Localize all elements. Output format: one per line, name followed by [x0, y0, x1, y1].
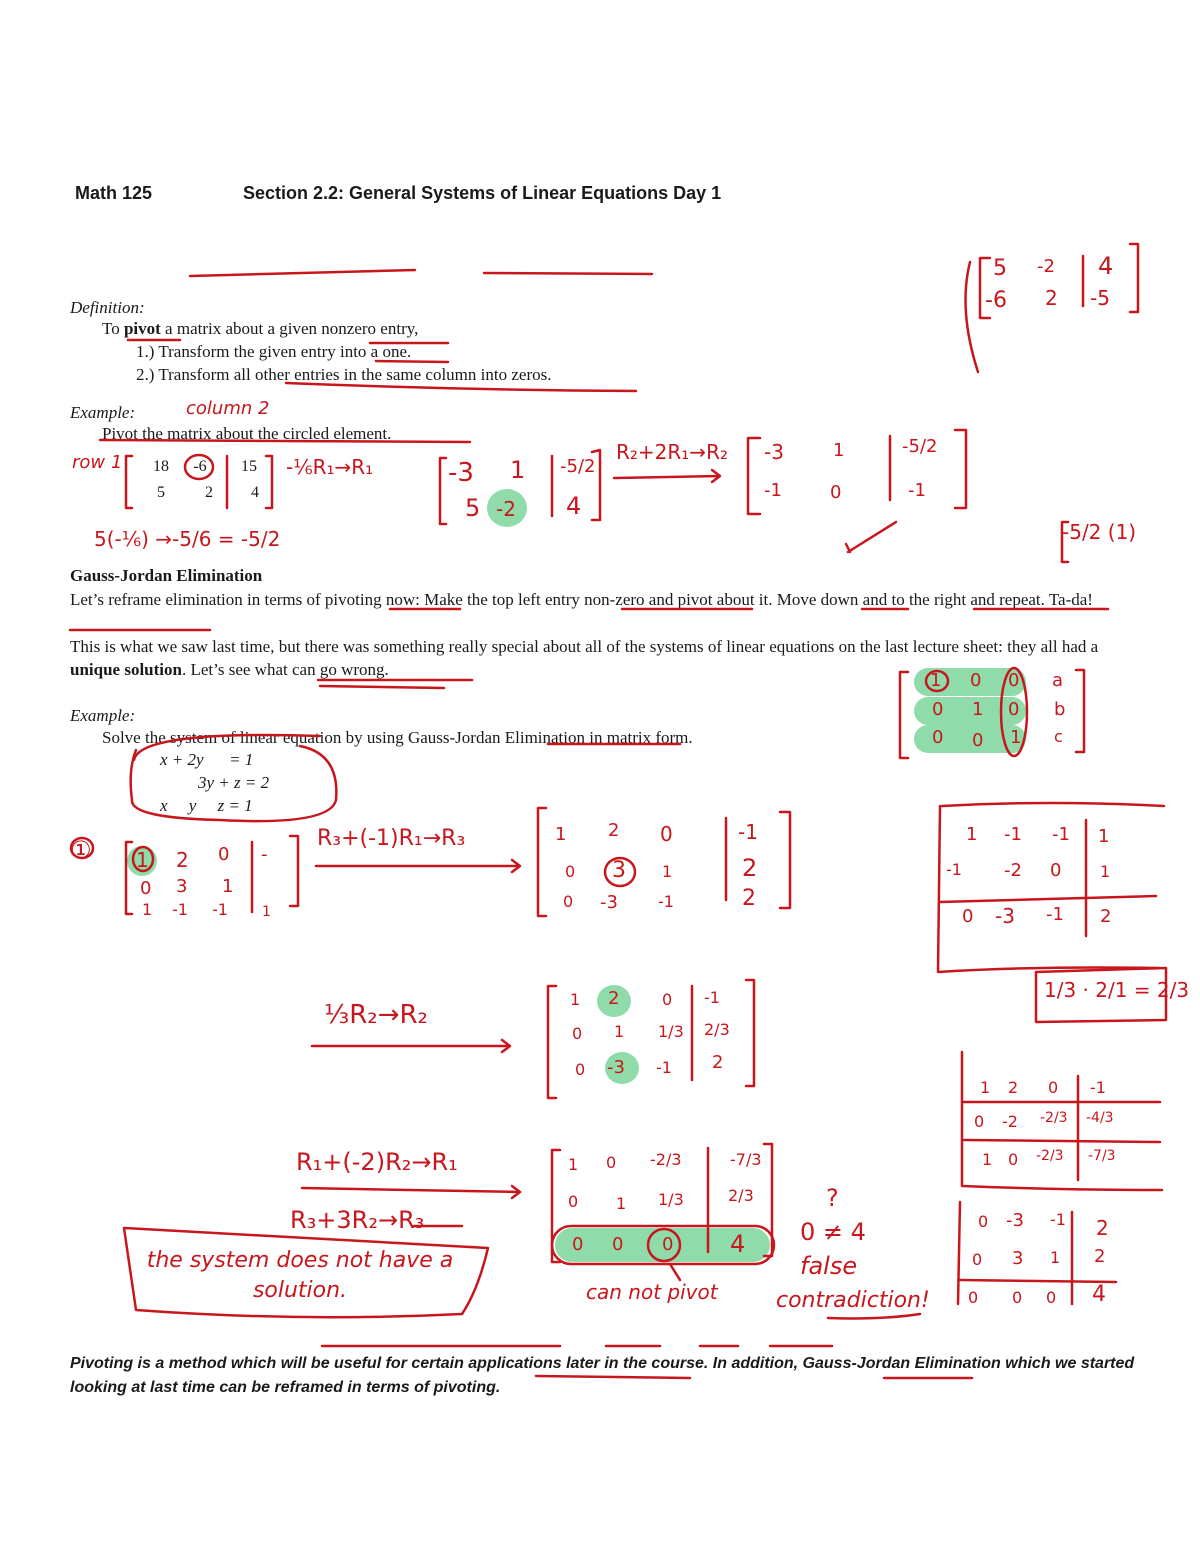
mid-r1c4: a: [1052, 670, 1064, 691]
underline-contradiction: [828, 1314, 920, 1319]
s3-r2c2: 3: [1012, 1248, 1024, 1269]
equation-1: x + 2y = 1: [160, 750, 254, 769]
definition-intro: [102, 317, 418, 340]
mid-r3c4: c: [1054, 727, 1063, 746]
s3-r3c2: 0: [1012, 1288, 1023, 1307]
mb-r2c1: -1: [764, 480, 782, 501]
annotation-op4: ⅓R₂→R₂: [324, 1000, 428, 1030]
bracket-m3-left: [548, 986, 556, 1098]
side1-top: [942, 803, 1164, 806]
s1-r3c1: 0: [962, 906, 974, 927]
s2-r2c4: -4/3: [1086, 1110, 1114, 1126]
s1-r2c4: 1: [1100, 862, 1111, 881]
m3-r1c1: 1: [570, 990, 581, 1009]
m2-r3c2: -3: [600, 892, 618, 913]
example2-label: Example:: [70, 706, 136, 725]
s3-r3c3: 0: [1046, 1288, 1057, 1307]
s2-r2c1: 0: [974, 1112, 985, 1131]
brace-mtr: [966, 262, 979, 372]
m3-r3c4: 2: [712, 1052, 724, 1073]
s1-r1c2: -1: [1004, 824, 1022, 845]
s3-r1c4: 2: [1096, 1216, 1109, 1240]
mid-r3c2: 0: [972, 730, 984, 751]
s1-r1c3: -1: [1052, 824, 1070, 845]
ma-r2c3: 4: [566, 492, 582, 520]
m1-r3c1: 1: [142, 900, 153, 919]
mid-r2c2: 1: [972, 699, 984, 720]
s3-r3c4: 4: [1092, 1282, 1106, 1307]
para2-term: unique solution: [70, 660, 182, 679]
mid-r2c3: 0: [1008, 699, 1020, 720]
m3-r3c2: -3: [607, 1057, 625, 1078]
m2-r2c2: 3: [612, 858, 626, 883]
arrow-op5: [302, 1186, 520, 1198]
m4-r1c2: 0: [606, 1153, 617, 1172]
side3-left: [958, 1202, 960, 1304]
s2-r3c3: -2/3: [1036, 1148, 1064, 1164]
m2-r2c1: 0: [565, 862, 576, 881]
s1-r2c1: -1: [946, 860, 962, 879]
m4-r2c4: 2/3: [728, 1186, 754, 1205]
m1-r2c3: 1: [222, 876, 234, 897]
s1-r3c3: -1: [1046, 904, 1064, 925]
m1-r1c1: 1: [136, 848, 149, 872]
arrow-op4: [312, 1040, 510, 1052]
m4-r2c3: 1/3: [658, 1190, 684, 1209]
m1-r3c3: -1: [212, 900, 228, 919]
s3-r2c4: 2: [1094, 1246, 1106, 1267]
annotation-false: false: [800, 1252, 858, 1280]
ma-r1c1: -3: [448, 458, 474, 488]
annotation-op1: -⅙R₁→R₁: [286, 455, 374, 479]
m3-r1c3: 0: [662, 990, 673, 1009]
s1-r2c2: -2: [1004, 860, 1022, 881]
m2-r2c3: 1: [662, 862, 673, 881]
example2-text: Solve the system of linear equation by using Gauss-Jordan Elimination in matrix form.: [102, 728, 693, 747]
m1-r3c2: -1: [172, 900, 188, 919]
m1-r1c3: 0: [218, 844, 230, 865]
s1-r3c4: 2: [1100, 906, 1112, 927]
m2-r3c3: -1: [658, 892, 674, 911]
mtr-r1c1: 5: [993, 256, 1007, 281]
m1-r3c4: 1: [262, 904, 271, 920]
annotation-question: ?: [826, 1184, 839, 1212]
annotation-op6: R₃+3R₂→R₃: [290, 1206, 425, 1234]
annotation-no-solution: the system does not have a solution.: [146, 1248, 454, 1303]
bracket-m2-left: [538, 808, 546, 916]
s1-r1c4: 1: [1098, 826, 1110, 847]
mid-r3c3: 1: [1010, 727, 1022, 748]
s2-r3c4: -7/3: [1088, 1148, 1116, 1164]
s2-r2c3: -2/3: [1040, 1110, 1068, 1126]
mb-r1c3: -5/2: [902, 436, 938, 457]
mid-r2c1: 0: [932, 699, 944, 720]
m4-r3c4: 4: [730, 1230, 746, 1258]
definition-label: Definition:: [70, 298, 145, 317]
bracket-ma-left: [440, 458, 446, 524]
m3-r3c1: 0: [575, 1060, 586, 1079]
mb-r2c2: 0: [830, 482, 842, 503]
m4-r1c4: -7/3: [730, 1150, 762, 1169]
m4-r2c1: 0: [568, 1192, 579, 1211]
bracket-mb-right: [955, 430, 966, 508]
s2-r1c1: 1: [980, 1078, 991, 1097]
ex1-m-r1c1: 18: [153, 458, 169, 475]
s2-r1c2: 2: [1008, 1078, 1019, 1097]
course-title: Math 125: [75, 183, 153, 203]
blank-line-2: [484, 273, 652, 274]
m4-r3c3: 0: [662, 1234, 674, 1255]
m1-r1c2: 2: [176, 848, 189, 872]
ma-r2c2: -2: [496, 497, 516, 521]
equation-2: 3y + z = 2: [198, 773, 270, 792]
m3-r2c3: 1/3: [658, 1022, 684, 1041]
mb-r2c3: -1: [908, 480, 926, 501]
ex1-m-r1c2: -6: [193, 458, 207, 475]
para2-pre: This is what we saw last time, but there was something really special about all of the systems of linear equations on the last lecture sheet: they all had a: [70, 637, 1099, 656]
mid-r1c3: 0: [1008, 670, 1020, 691]
m4-r1c1: 1: [568, 1155, 579, 1174]
bracket-m3-right: [746, 980, 754, 1086]
m4-r2c2: 1: [616, 1194, 627, 1213]
mtr-r1c3: 4: [1098, 252, 1114, 280]
mb-r1c1: -3: [764, 440, 784, 464]
s3-r1c1: 0: [978, 1212, 989, 1231]
m2-r1c3: 0: [660, 822, 673, 846]
ex1-m-r2c2: 2: [205, 484, 213, 501]
definition-term: pivot: [123, 319, 161, 338]
ex1-m-r2c1: 5: [157, 484, 165, 501]
annotation-op2: R₂+2R₁→R₂: [616, 440, 728, 464]
mb-r1c2: 1: [833, 440, 845, 461]
ma-r1c3: -5/2: [560, 456, 596, 477]
gauss-jordan-para1: Let’s reframe elimination in terms of pivoting now: Make the top left entry non-zero and pivot about it. Move down and to the right and repeat. Ta-da!: [70, 590, 1093, 609]
s3-r3c1: 0: [968, 1288, 979, 1307]
m1-r2c2: 3: [176, 876, 188, 897]
m2-r1c1: 1: [555, 824, 567, 845]
annotation-circle1: ①: [70, 836, 92, 864]
annotation-row1: row 1: [72, 452, 123, 473]
footer-note: Pivoting is a method which will be useful for certain applications later in the course. In addition, Gauss-Jordan Elimination which we started looking at last time can be reframed in terms of pivoting.: [70, 1355, 1135, 1396]
pointer-cannot-pivot: [670, 1264, 680, 1280]
bracket-ex1-left: [126, 456, 132, 508]
definition-intro-pre: To: [102, 319, 124, 338]
annotation-op5: R₁+(-2)R₂→R₁: [296, 1148, 458, 1176]
m3-r2c4: 2/3: [704, 1020, 730, 1039]
m4-r3c1: 0: [572, 1234, 584, 1255]
m2-r1c4: -1: [738, 820, 758, 844]
m4-r1c3: -2/3: [650, 1150, 682, 1169]
m2-r2c4: 2: [742, 854, 758, 882]
ma-r1c2: 1: [510, 456, 526, 484]
blank-line-1: [190, 270, 415, 276]
ex1-m-r1c3: 15: [241, 458, 257, 475]
s3-r2c3: 1: [1050, 1248, 1061, 1267]
annotation-column2: column 2: [186, 398, 270, 419]
s2-r2c2: -2: [1002, 1112, 1018, 1131]
s2-r3c1: 1: [982, 1150, 993, 1169]
mid-r2c4: b: [1054, 699, 1066, 720]
equation-3: x y z = 1: [160, 796, 253, 815]
s1-r2c3: 0: [1050, 860, 1062, 881]
mtr-r2c3: -5: [1090, 286, 1110, 310]
mid-r3c1: 0: [932, 727, 944, 748]
s2-r3c2: 0: [1008, 1150, 1019, 1169]
annotation-cannot-pivot: can not pivot: [586, 1280, 718, 1304]
example1-text: Pivot the matrix about the circled element.: [102, 424, 392, 443]
mtr-r2c2: 2: [1045, 286, 1058, 310]
m2-r3c4: 2: [742, 886, 756, 911]
side1-sum-line: [940, 896, 1156, 902]
bracket-mb-left: [748, 438, 760, 514]
bracket-mid-left: [900, 672, 908, 758]
mtr-r2c1: -6: [985, 288, 1007, 313]
s3-r1c2: -3: [1006, 1210, 1024, 1231]
m2-r1c2: 2: [608, 820, 620, 841]
m3-r1c2: 2: [608, 988, 620, 1009]
annotation-side-frac: 1/3 · 2/1 = 2/3: [1044, 978, 1190, 1002]
annotation-contradiction: contradiction!: [776, 1288, 930, 1313]
m3-r3c3: -1: [656, 1058, 672, 1077]
m1-r1c4: -: [261, 844, 268, 865]
s1-r1c1: 1: [966, 824, 978, 845]
ex1-m-r2c3: 4: [251, 484, 259, 501]
s2-r1c3: 0: [1048, 1078, 1059, 1097]
mtr-r1c2: -2: [1037, 256, 1055, 277]
m1-r2c1: 0: [140, 878, 152, 899]
mid-r1c1: 1: [930, 670, 942, 691]
definition-step-1: 1.) Transform the given entry into a one.: [136, 342, 412, 361]
bracket-mtr-right: [1130, 244, 1138, 312]
definition-intro-post: a matrix about a given nonzero entry,: [160, 319, 419, 338]
m2-r3c1: 0: [563, 892, 574, 911]
arrow-op2: [614, 470, 720, 482]
ma-r2c1: 5: [465, 494, 481, 522]
s1-r3c2: -3: [995, 904, 1015, 928]
m3-r2c1: 0: [572, 1024, 583, 1043]
s3-r1c3: -1: [1050, 1210, 1066, 1229]
annotation-op3: R₃+(-1)R₁→R₃: [317, 826, 466, 851]
arrow-op3: [316, 860, 520, 872]
m3-r2c2: 1: [614, 1022, 625, 1041]
annotation-zero-ne-four: 0 ≠ 4: [800, 1218, 866, 1246]
m3-r1c4: -1: [704, 988, 720, 1007]
underline-unique-2: [320, 686, 444, 688]
check-mark: [848, 522, 896, 552]
s2-r1c4: -1: [1090, 1078, 1106, 1097]
m4-r3c2: 0: [612, 1234, 624, 1255]
bracket-m2-right: [780, 812, 790, 908]
para2-post: . Let’s see what can go wrong.: [181, 660, 389, 679]
definition-step-2: 2.) Transform all other entries in the same column into zeros.: [136, 365, 552, 384]
annotation-calc: 5(-⅙) →-5/6 = -5/2: [94, 527, 281, 551]
section-title: Section 2.2: General Systems of Linear Equations Day 1: [243, 183, 722, 203]
annotation-side-top: -5/2 (1): [1062, 520, 1137, 544]
gauss-jordan-title: Gauss-Jordan Elimination: [70, 566, 263, 585]
side2-line2: [964, 1140, 1160, 1142]
mid-r1c2: 0: [970, 670, 982, 691]
s3-r2c1: 0: [972, 1250, 983, 1269]
bracket-m1-right: [290, 836, 298, 906]
check-mark-tick: [846, 544, 850, 552]
example1-label: Example:: [70, 403, 136, 422]
bracket-mid-right: [1076, 670, 1084, 752]
